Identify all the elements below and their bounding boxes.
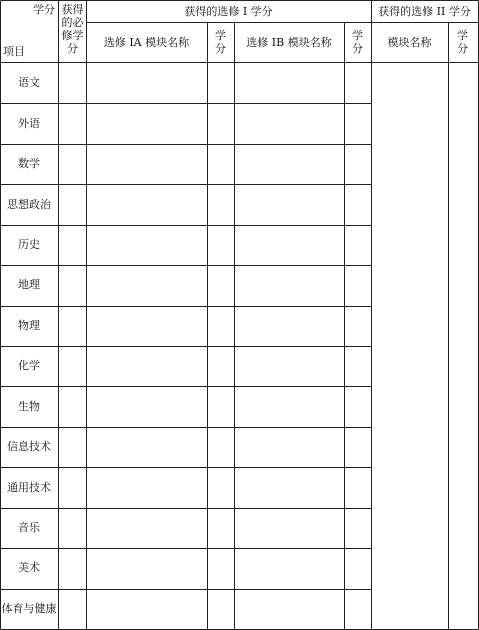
ia-credit-header: 学分 [215, 29, 226, 55]
elective2-group-header: 获得的选修 II 学分 [378, 5, 471, 18]
ii-credit-header: 学分 [457, 29, 468, 55]
subject-label: 语文 [18, 76, 40, 89]
subject-label: 信息技术 [7, 440, 51, 453]
required-credit-header: 获得的必修学分 [61, 3, 84, 55]
subject-label: 历史 [18, 238, 40, 251]
subject-label: 物理 [18, 319, 40, 332]
project-corner-label: 项目 [3, 45, 25, 58]
subject-label: 数学 [18, 157, 40, 170]
subject-label: 思想政治 [7, 198, 51, 211]
subject-label: 化学 [18, 359, 40, 372]
ia-module-name-header: 选修 IA 模块名称 [103, 36, 190, 49]
subject-label: 通用技术 [7, 481, 51, 494]
credit-corner-label: 学分 [33, 3, 55, 16]
subject-label: 美术 [18, 561, 40, 574]
subject-label: 体育与健康 [1, 602, 57, 615]
module-name-header: 模块名称 [387, 36, 432, 49]
subject-label: 外语 [18, 117, 40, 130]
elective1-group-header: 获得的选修 I 学分 [184, 5, 273, 18]
subject-label: 生物 [18, 400, 40, 413]
ib-module-name-header: 选修 IB 模块名称 [246, 36, 332, 49]
subject-label: 音乐 [18, 521, 40, 534]
subject-label: 地理 [18, 278, 40, 291]
ib-credit-header: 学分 [352, 29, 363, 55]
